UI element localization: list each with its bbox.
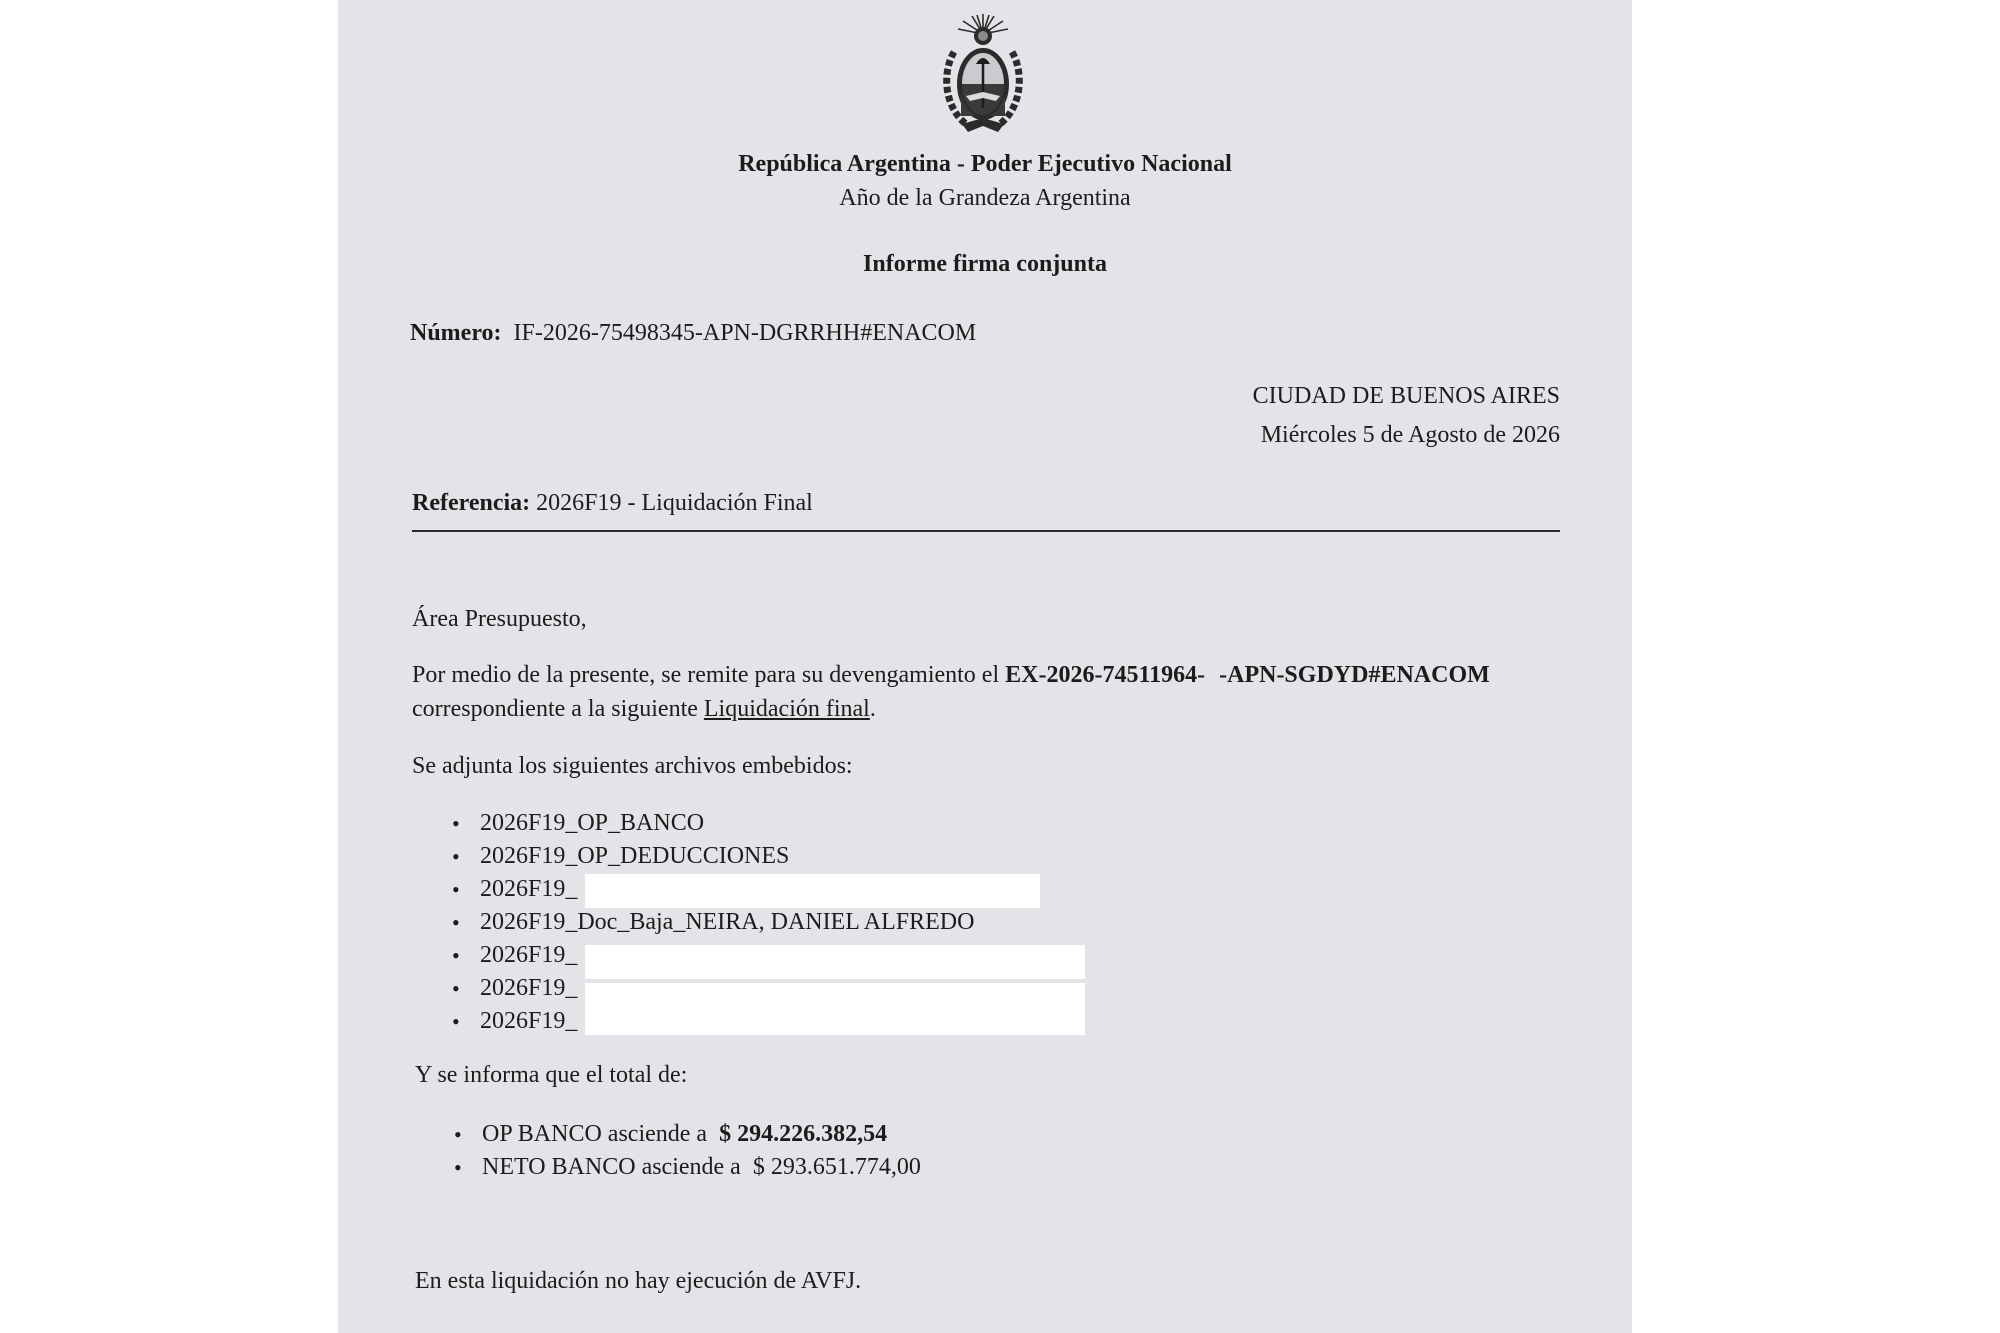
body-paragraph-line-1 [412,662,1490,689]
body-paragraph-line-2 [412,696,876,723]
total-label: NETO BANCO asciende a [482,1154,741,1180]
intro-text: Por medio de la presente, se remite para su devengamiento el [412,662,1000,688]
list-item: • 2026F19_ [450,972,974,1005]
intro-end: . [869,696,876,722]
list-item: • 2026F19_Doc_Baja_NEIRA, DANIEL ALFREDO [450,906,974,939]
total-label: OP BANCO asciende a [482,1121,708,1147]
coat-of-arms-icon [936,12,1030,152]
document-page [338,0,1632,1333]
totals-list [452,1118,921,1184]
salutation: Área Presupuesto, [412,606,587,632]
redaction-box [585,945,1085,979]
footer-note: En esta liquidación no hay ejecución de AVFJ. [415,1268,862,1294]
attachments-intro: Se adjunta los siguientes archivos embebidos: [412,753,853,779]
reference-value: 2026F19 - Liquidación Final [536,490,813,516]
reference-label: Referencia: [412,490,531,516]
header-title: República Argentina - Poder Ejecutivo Nacional [738,151,1232,177]
list-item: • 2026F19_OP_BANCO [450,807,974,840]
list-item: • 2026F19_ [450,939,974,972]
list-item: • 2026F19_OP_DEDUCCIONES [450,840,974,873]
date: Miércoles 5 de Agosto de 2026 [1260,422,1560,448]
document-number [410,320,976,347]
list-item: • 2026F19_ [450,873,974,906]
expediente-part-2: -APN-SGDYD#ENACOM [1219,662,1490,688]
expediente-part-1: EX-2026-74511964- [1005,662,1206,688]
liquidacion-final-link: Liquidación final [703,696,870,722]
total-amount: $ 293.651.774,00 [752,1154,921,1180]
header-subtitle: Año de la Grandeza Argentina [839,185,1131,211]
number-value: IF-2026-75498345-APN-DGRRHH#ENACOM [513,320,977,346]
number-label: Número: [410,320,502,346]
list-item [452,1151,921,1184]
document-title: Informe firma conjunta [863,251,1107,277]
city: CIUDAD DE BUENOS AIRES [1252,383,1560,409]
list-item: • 2026F19_ [450,1005,974,1038]
total-amount: $ 294.226.382,54 [719,1121,888,1147]
redaction-box [585,874,1040,908]
list-item [452,1118,921,1151]
divider [412,530,1560,532]
reference [412,490,813,517]
intro-continuation: correspondiente a la siguiente [412,696,698,722]
totals-intro: Y se informa que el total de: [415,1062,688,1088]
redaction-box [585,983,1085,1035]
